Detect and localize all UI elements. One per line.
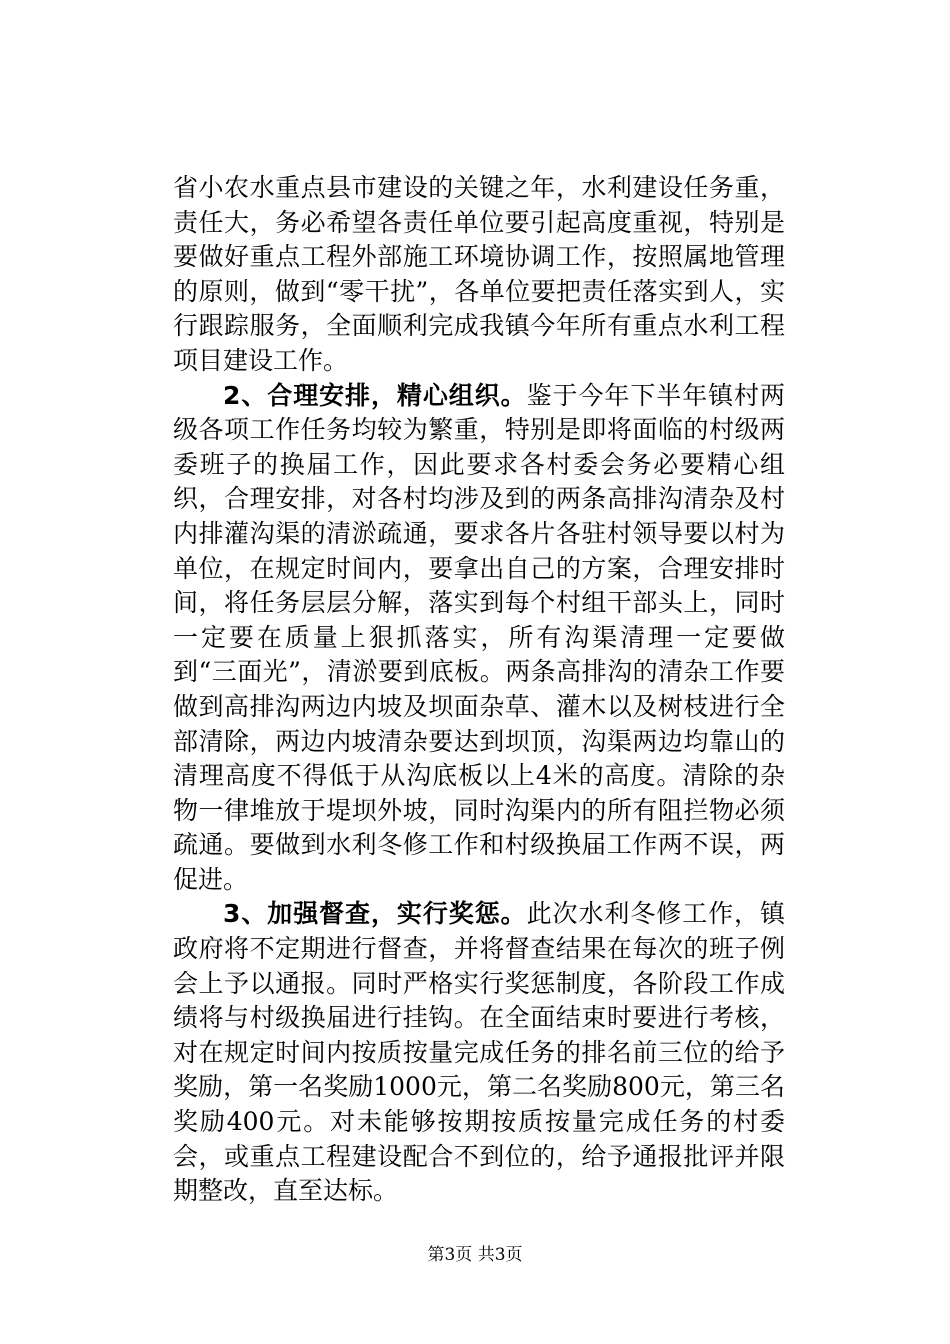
page-number: 第3页 共3页 — [427, 1245, 523, 1265]
paragraph-heading: 3、加强督查，实行奖惩。 — [223, 899, 527, 929]
paragraph-heading: 2、合理安排，精心组织。 — [223, 380, 527, 410]
paragraph-supervision — [173, 897, 785, 1208]
paragraph-continuation — [173, 171, 785, 379]
paragraph-arrangement — [173, 379, 785, 898]
paragraph-text: 省小农水重点县市建设的关键之年，水利建设任务重，责任大，务必希望各责任单位要引起高度重视，特别是要做好重点工程外部施工环境协调工作，按照属地管理的原则，做到“零干扰”，各单位要把责任落实到人，实行跟踪服务，全面顺利完成我镇今年所有重点水利工程项目建设工作。 — [173, 173, 785, 375]
document-body — [173, 171, 785, 1209]
paragraph-text: 此次水利冬修工作，镇政府将不定期进行督查，并将督查结果在每次的班子例会上予以通报。同时严格实行奖惩制度，各阶段工作成绩将与村级换届进行挂钩。在全面结束时要进行考核，对在规定时间内按质按量完成任务的排名前三位的给予奖励，第一名奖励1000元，第二名奖励800元，第三名奖励400元。对未能够按期按质按量完成任务的村委会，或重点工程建设配合不到位的，给予通报批评并限期整改，直至达标。 — [173, 899, 785, 1206]
page-footer — [0, 1244, 950, 1266]
paragraph-text: 鉴于今年下半年镇村两级各项工作任务均较为繁重，特别是即将面临的村级两委班子的换届工作，因此要求各村委会务必要精心组织，合理安排，对各村均涉及到的两条高排沟清杂及村内排灌沟渠的清淤疏通，要求各片各驻村领导要以村为单位，在规定时间内，要拿出自己的方案，合理安排时间，将任务层层分解，落实到每个村组干部头上，同时一定要在质量上狠抓落实，所有沟渠清理一定要做到“三面光”，清淤要到底板。两条高排沟的清杂工作要做到高排沟两边内坡及坝面杂草、灌木以及树枝进行全部清除，两边内坡清杂要达到坝顶，沟渠两边均靠山的清理高度不得低于从沟底板以上4米的高度。清除的杂物一律堆放于堤坝外坡，同时沟渠内的所有阻拦物必须疏通。要做到水利冬修工作和村级换届工作两不误，两促进。 — [173, 380, 785, 894]
